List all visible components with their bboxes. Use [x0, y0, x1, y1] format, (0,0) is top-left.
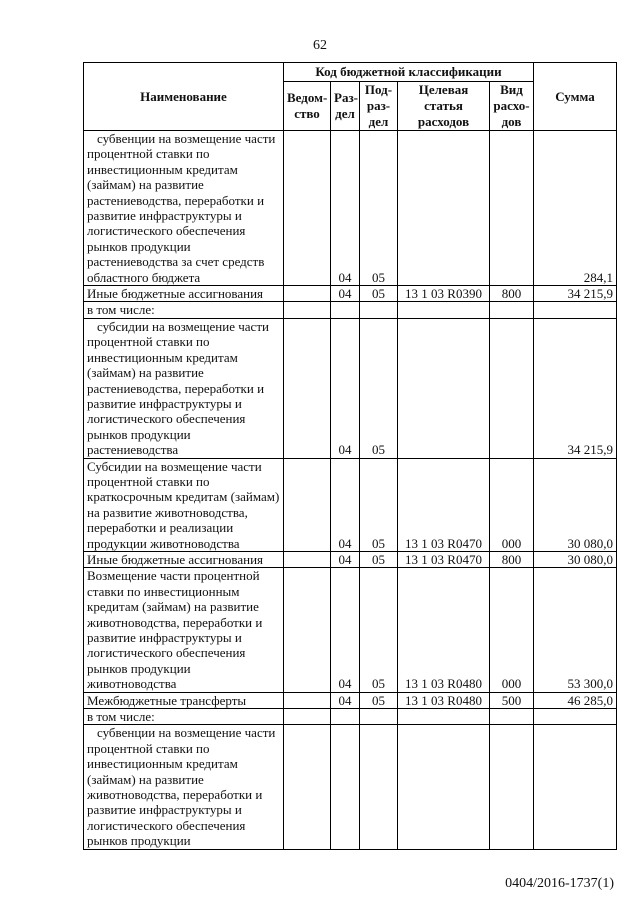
row-vid: 500 — [490, 692, 534, 708]
row-razdel — [331, 725, 360, 849]
row-vedomstvo — [284, 709, 331, 725]
row-razdel — [331, 709, 360, 725]
header-row-top — [84, 63, 617, 82]
row-name: субвенции на возмещение части процентной ставки по инвестиционным кредитам (займам) на развитие животноводства, переработки и развитие инфраструктуры и логистического обеспечения рынков продукции — [84, 725, 284, 849]
row-tselevaya: 13 1 03 R0480 — [398, 568, 490, 692]
row-vedomstvo — [284, 458, 331, 551]
row-podrazdel: 05 — [360, 458, 398, 551]
budget-table — [83, 62, 617, 850]
header-summa: Сумма — [534, 63, 617, 131]
row-tselevaya: 13 1 03 R0470 — [398, 458, 490, 551]
table-row — [84, 568, 617, 692]
row-summa — [534, 709, 617, 725]
table-row — [84, 692, 617, 708]
row-vedomstvo — [284, 725, 331, 849]
row-vedomstvo — [284, 318, 331, 458]
row-razdel: 04 — [331, 131, 360, 286]
row-podrazdel — [360, 709, 398, 725]
header-tselevaya: Целевая статья расходов — [398, 82, 490, 131]
row-razdel: 04 — [331, 692, 360, 708]
row-tselevaya — [398, 725, 490, 849]
row-podrazdel: 05 — [360, 551, 398, 567]
row-tselevaya — [398, 302, 490, 318]
row-podrazdel: 05 — [360, 318, 398, 458]
row-tselevaya: 13 1 03 R0470 — [398, 551, 490, 567]
row-vid — [490, 318, 534, 458]
header-vedomstvo: Ведом-ство — [284, 82, 331, 131]
row-vedomstvo — [284, 568, 331, 692]
row-name: Межбюджетные трансферты — [84, 692, 284, 708]
row-razdel: 04 — [331, 318, 360, 458]
row-name: Иные бюджетные ассигнования — [84, 286, 284, 302]
table-row — [84, 709, 617, 725]
row-razdel — [331, 302, 360, 318]
row-razdel: 04 — [331, 458, 360, 551]
header-razdel: Раз-дел — [331, 82, 360, 131]
row-podrazdel: 05 — [360, 286, 398, 302]
row-summa — [534, 725, 617, 849]
row-podrazdel: 05 — [360, 692, 398, 708]
row-tselevaya: 13 1 03 R0480 — [398, 692, 490, 708]
row-razdel: 04 — [331, 568, 360, 692]
row-vedomstvo — [284, 692, 331, 708]
row-summa: 34 215,9 — [534, 318, 617, 458]
row-vid — [490, 131, 534, 286]
row-vid: 800 — [490, 551, 534, 567]
row-summa — [534, 302, 617, 318]
header-podrazdel: Под-раз-дел — [360, 82, 398, 131]
row-tselevaya — [398, 318, 490, 458]
row-name: в том числе: — [84, 709, 284, 725]
row-name: Субсидии на возмещение части процентной ставки по краткосрочным кредитам (займам) на развитие животноводства, переработки и реализации продукции животноводства — [84, 458, 284, 551]
document-code: 0404/2016-1737(1) — [505, 876, 614, 891]
row-summa: 46 285,0 — [534, 692, 617, 708]
row-podrazdel — [360, 725, 398, 849]
page-number: 62 — [313, 38, 327, 53]
row-summa: 30 080,0 — [534, 458, 617, 551]
row-summa: 30 080,0 — [534, 551, 617, 567]
row-vid — [490, 725, 534, 849]
row-vedomstvo — [284, 286, 331, 302]
row-summa: 53 300,0 — [534, 568, 617, 692]
row-name: в том числе: — [84, 302, 284, 318]
header-vid: Вид расхо-дов — [490, 82, 534, 131]
row-podrazdel: 05 — [360, 568, 398, 692]
table-row — [84, 318, 617, 458]
row-name: Возмещение части процентной ставки по инвестиционным кредитам (займам) на развитие животноводства, переработки и развитие инфраструктуры и логистического обеспечения рынков продукции животноводства — [84, 568, 284, 692]
row-vid: 000 — [490, 568, 534, 692]
header-classification-group: Код бюджетной классификации — [284, 63, 534, 82]
table-row — [84, 302, 617, 318]
row-tselevaya — [398, 709, 490, 725]
row-podrazdel — [360, 302, 398, 318]
row-name: субвенции на возмещение части процентной ставки по инвестиционным кредитам (займам) на развитие растениеводства, переработки и развитие инфраструктуры и логистического обеспечения рынков продукции растениеводства за счет средств областного бюджета — [84, 131, 284, 286]
row-podrazdel: 05 — [360, 131, 398, 286]
row-vid — [490, 302, 534, 318]
table-row — [84, 458, 617, 551]
row-name: Иные бюджетные ассигнования — [84, 551, 284, 567]
row-vedomstvo — [284, 131, 331, 286]
row-vedomstvo — [284, 551, 331, 567]
row-razdel: 04 — [331, 286, 360, 302]
row-vid — [490, 709, 534, 725]
row-name: субсидии на возмещение части процентной ставки по инвестиционным кредитам (займам) на развитие растениеводства, переработки и развитие инфраструктуры и логистического обеспечения рынков продукции растениеводства — [84, 318, 284, 458]
row-tselevaya: 13 1 03 R0390 — [398, 286, 490, 302]
header-name: Наименование — [84, 63, 284, 131]
row-razdel: 04 — [331, 551, 360, 567]
table-row — [84, 131, 617, 286]
row-vedomstvo — [284, 302, 331, 318]
row-summa: 284,1 — [534, 131, 617, 286]
table-row — [84, 551, 617, 567]
row-vid: 000 — [490, 458, 534, 551]
row-summa: 34 215,9 — [534, 286, 617, 302]
row-tselevaya — [398, 131, 490, 286]
row-vid: 800 — [490, 286, 534, 302]
table-row — [84, 286, 617, 302]
table-row — [84, 725, 617, 849]
